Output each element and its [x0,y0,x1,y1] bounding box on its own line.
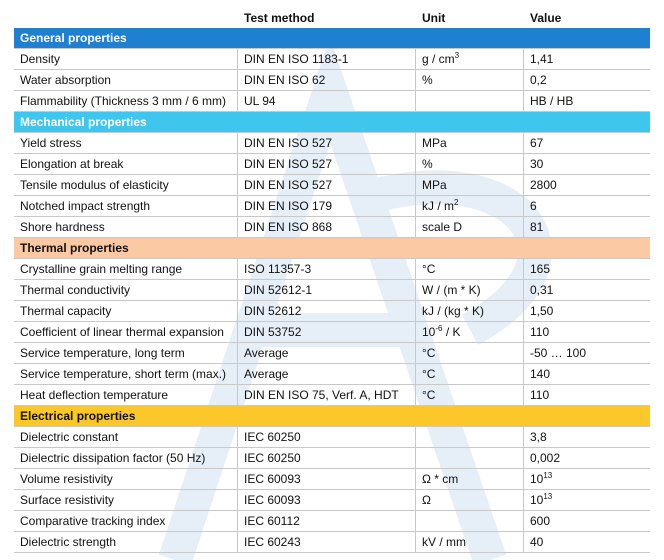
method-cell [238,217,416,237]
property-name: Crystalline grain melting range [20,262,183,276]
property-name: Thermal conductivity [20,283,131,297]
property-name: Shore hardness [20,220,105,234]
test-method: DIN EN ISO 179 [244,199,333,213]
value-cell [524,280,650,300]
value-exponent: 13 [543,492,553,501]
unit-exponent: -6 [435,324,443,333]
test-method: Average [244,367,289,381]
value-cell [524,343,650,363]
test-method: DIN EN ISO 62 [244,73,326,87]
property-cell [14,175,238,195]
table-row [14,154,650,175]
unit-text: MPa [422,136,447,150]
value-cell [524,511,650,531]
test-method: IEC 60093 [244,493,301,507]
value-text: HB / HB [530,94,574,108]
table-row [14,217,650,238]
property-cell [14,469,238,489]
method-cell [238,448,416,468]
value-text: 67 [530,136,544,150]
unit-text: kJ / m [422,199,454,213]
test-method: DIN 52612-1 [244,283,313,297]
unit-cell [416,154,524,174]
unit-cell [416,49,524,69]
test-method: DIN EN ISO 527 [244,178,333,192]
value-text: 1,41 [530,52,554,66]
table-row [14,91,650,112]
property-name: Dielectric strength [20,535,117,549]
value-text: 600 [530,514,551,528]
method-cell [238,49,416,69]
header-test-method: Test method [244,11,315,25]
method-cell [238,133,416,153]
method-cell [238,364,416,384]
property-name: Service temperature, short term (max.) [20,367,227,381]
property-name: Flammability (Thickness 3 mm / 6 mm) [20,94,227,108]
property-cell [14,217,238,237]
table-row [14,448,650,469]
unit-cell [416,196,524,216]
unit-text: scale D [422,220,463,234]
property-cell [14,196,238,216]
value-cell [524,154,650,174]
unit-text: kJ / (kg * K) [422,304,485,318]
property-cell [14,343,238,363]
property-name: Heat deflection temperature [20,388,169,402]
test-method: IEC 60243 [244,535,301,549]
value-text: 1,50 [530,304,554,318]
property-name: Dielectric dissipation factor (50 Hz) [20,451,206,465]
table-row [14,322,650,343]
table-row [14,196,650,217]
property-name: Notched impact strength [20,199,151,213]
unit-cell [416,385,524,405]
value-cell [524,70,650,90]
unit-text: °C [422,262,436,276]
property-cell [14,427,238,447]
value-cell [524,427,650,447]
test-method: Average [244,346,289,360]
unit-cell [416,364,524,384]
unit-text: MPa [422,178,447,192]
method-cell [238,154,416,174]
unit-text: % [422,157,433,171]
table-body [14,28,650,553]
unit-text: kV / mm [422,535,466,549]
value-text: 6 [530,199,537,213]
property-name: Density [20,52,61,66]
property-cell [14,91,238,111]
unit-cell [416,70,524,90]
value-cell [524,91,650,111]
value-text: 110 [530,388,550,402]
unit-cell [416,301,524,321]
unit-cell [416,133,524,153]
value-text: 10 [530,493,544,507]
value-cell [524,469,650,489]
value-text: 81 [530,220,544,234]
test-method: DIN EN ISO 75, Verf. A, HDT [244,388,399,402]
value-text: 10 [530,472,544,486]
unit-cell [416,259,524,279]
unit-base: 10 [422,325,436,339]
method-cell [238,196,416,216]
unit-text: °C [422,346,436,360]
test-method: DIN EN ISO 1183-1 [244,52,349,66]
property-name: Coefficient of linear thermal expansion [20,325,224,339]
test-method: IEC 60250 [244,451,301,465]
unit-cell [416,91,524,111]
method-cell [238,280,416,300]
method-cell [238,322,416,342]
property-name: Surface resistivity [20,493,115,507]
method-cell [238,427,416,447]
section-header-thermal: Thermal properties [14,238,650,258]
table-row [14,132,650,154]
unit-exponent: 2 [454,198,459,207]
unit-text: / K [442,325,461,339]
test-method: IEC 60112 [244,514,300,528]
value-cell [524,133,650,153]
unit-text: °C [422,367,436,381]
value-cell [524,301,650,321]
value-exponent: 13 [543,471,553,480]
value-cell [524,322,650,342]
value-text: 2800 [530,178,557,192]
value-text: 40 [530,535,544,549]
properties-table [14,8,650,553]
value-cell [524,259,650,279]
table-row [14,70,650,91]
property-name: Dielectric constant [20,430,119,444]
section-header-electrical: Electrical properties [14,406,650,426]
test-method: DIN EN ISO 527 [244,136,333,150]
value-cell [524,490,650,510]
test-method: UL 94 [244,94,276,108]
unit-cell [416,343,524,363]
value-cell [524,196,650,216]
value-cell [524,49,650,69]
value-text: 140 [530,367,551,381]
method-cell [238,343,416,363]
table-row [14,280,650,301]
unit-cell [416,490,524,510]
table-row [14,48,650,70]
value-text: 165 [530,262,551,276]
property-cell [14,385,238,405]
unit-cell [416,175,524,195]
table-row [14,343,650,364]
method-cell [238,259,416,279]
unit-exponent: 3 [454,51,460,60]
value-cell [524,385,650,405]
table-row [14,532,650,553]
unit-text: °C [422,388,436,402]
property-name: Volume resistivity [20,472,113,486]
table-row [14,469,650,490]
table-row [14,301,650,322]
unit-text: Ω * cm [422,472,459,486]
property-cell [14,259,238,279]
section-header-general: General properties [14,28,650,48]
unit-text: % [422,73,433,87]
property-cell [14,490,238,510]
test-method: ISO 11357-3 [244,262,312,276]
property-cell [14,511,238,531]
property-cell [14,364,238,384]
unit-cell [416,280,524,300]
unit-cell [416,448,524,468]
property-cell [14,154,238,174]
method-cell [238,469,416,489]
value-cell [524,364,650,384]
property-cell [14,280,238,300]
table-row [14,364,650,385]
unit-cell [416,511,524,531]
property-name: Tensile modulus of elasticity [20,178,169,192]
property-cell [14,448,238,468]
property-cell [14,70,238,90]
unit-cell [416,322,524,342]
test-method: DIN 53752 [244,325,302,339]
section-header-mechanical: Mechanical properties [14,112,650,132]
unit-text: Ω [422,493,431,507]
table-row [14,426,650,448]
value-text: 3,8 [530,430,547,444]
method-cell [238,91,416,111]
method-cell [238,490,416,510]
value-text: 0,2 [530,73,547,87]
table-row [14,511,650,532]
table-row [14,258,650,280]
value-cell [524,217,650,237]
value-text: 110 [530,325,550,339]
method-cell [238,175,416,195]
table-row [14,175,650,196]
value-text: 0,31 [530,283,554,297]
property-cell [14,133,238,153]
header-unit: Unit [422,11,446,25]
test-method: DIN EN ISO 527 [244,157,333,171]
property-cell [14,322,238,342]
property-name: Comparative tracking index [20,514,166,528]
property-cell [14,49,238,69]
table-header [14,8,650,28]
property-name: Thermal capacity [20,304,112,318]
method-cell [238,511,416,531]
test-method: IEC 60250 [244,430,301,444]
test-method: DIN 52612 [244,304,302,318]
test-method: DIN EN ISO 868 [244,220,333,234]
property-name: Yield stress [20,136,82,150]
header-value: Value [530,11,562,25]
value-cell [524,448,650,468]
method-cell [238,532,416,552]
property-name: Water absorption [20,73,111,87]
method-cell [238,70,416,90]
property-name: Service temperature, long term [20,346,185,360]
table-row [14,385,650,406]
unit-cell [416,469,524,489]
value-text: 0,002 [530,451,561,465]
property-cell [14,301,238,321]
property-name: Elongation at break [20,157,124,171]
value-text: -50 … 100 [530,346,587,360]
unit-cell [416,217,524,237]
unit-text: W / (m * K) [422,283,481,297]
value-text: 30 [530,157,544,171]
method-cell [238,301,416,321]
table-row [14,490,650,511]
value-cell [524,175,650,195]
value-cell [524,532,650,552]
property-cell [14,532,238,552]
unit-cell [416,427,524,447]
unit-cell [416,532,524,552]
test-method: IEC 60093 [244,472,301,486]
method-cell [238,385,416,405]
unit-text: g / cm [422,52,455,66]
